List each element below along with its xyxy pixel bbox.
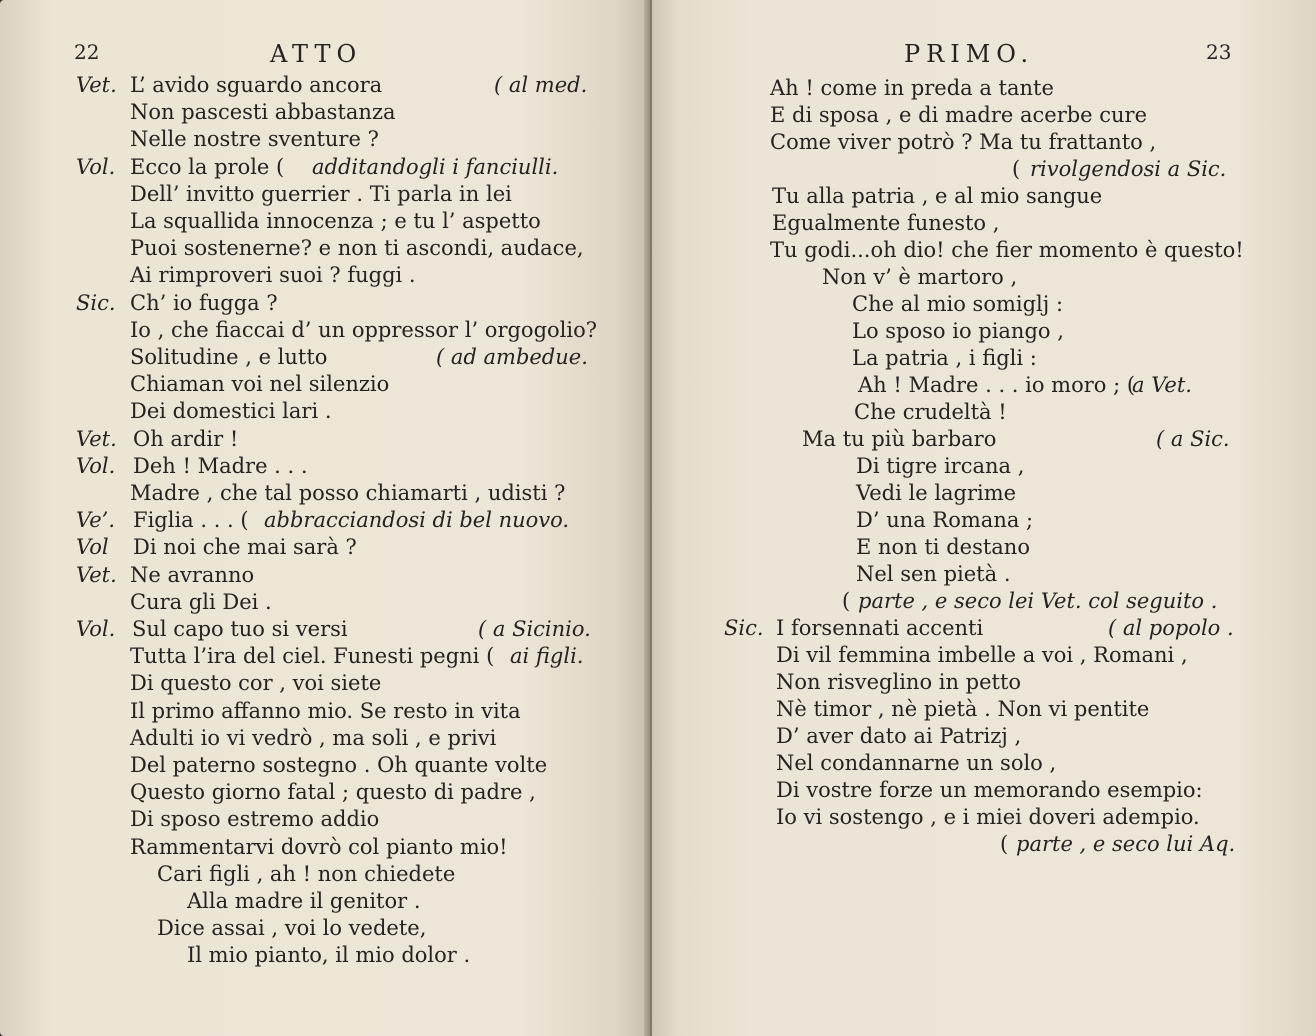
speaker-label: Vet.: [76, 73, 117, 97]
verse-line: Tu godi...oh dio! che fier momento è questo!: [770, 238, 1244, 262]
verse-line: Vedi le lagrime: [856, 481, 1017, 505]
speaker-label: Vol.: [76, 154, 116, 179]
verse-line: Nel condannarne un solo ,: [776, 751, 1057, 775]
running-head: PRIMO.: [904, 40, 1035, 68]
verse-line: Sul capo tuo si versi: [132, 617, 348, 641]
verse-line: Che al mio somiglj :: [852, 292, 1064, 316]
verse-line: L’ avido sguardo ancora: [130, 73, 383, 97]
stage-direction: ( a Sicinio.: [478, 617, 591, 641]
running-head: ATTO: [270, 40, 363, 68]
verse-line: Nel sen pietà .: [856, 562, 1011, 586]
stage-direction: abbracciandosi di bel nuovo.: [264, 508, 570, 533]
right-page: [652, 0, 1316, 1036]
verse-line: La squallida innocenza ; e tu l’ aspetto: [130, 209, 541, 233]
verse-line: Chiaman voi nel silenzio: [130, 372, 390, 397]
verse-line: Egualmente funesto ,: [772, 211, 1000, 235]
verse-line: Il mio pianto, il mio dolor .: [187, 943, 471, 968]
verse-line: Ne avranno: [130, 562, 255, 587]
verse-line: E non ti destano: [856, 535, 1030, 559]
verse-line: Nè timor , nè pietà . Non vi pentite: [776, 697, 1150, 721]
verse-line: Cari figli , ah ! non chiedete: [157, 861, 456, 886]
verse-line: Puoi sostenerne? e non ti ascondi, audace,: [130, 236, 584, 261]
verse-line: (: [1012, 157, 1021, 181]
stage-direction: additandogli i fanciulli.: [312, 154, 559, 179]
verse-line: (: [842, 589, 851, 613]
left-page: [0, 0, 650, 1036]
stage-direction: ai figli.: [510, 644, 584, 669]
speaker-label: Sic.: [724, 616, 764, 640]
speaker-label: Vol.: [76, 617, 116, 641]
verse-line: Non v’ è martoro ,: [822, 265, 1018, 289]
verse-line: La patria , i figli :: [852, 346, 1037, 370]
verse-line: I forsennati accenti: [776, 616, 984, 640]
verse-line: Di noi che mai sarà ?: [133, 535, 357, 560]
verse-line: Solitudine , e lutto: [130, 345, 328, 369]
verse-line: Lo sposo io piango ,: [852, 319, 1064, 343]
stage-direction: parte , e seco lui Aq.: [1016, 832, 1236, 856]
verse-line: Ecco la prole (: [130, 154, 285, 179]
verse-line: D’ una Romana ;: [856, 508, 1034, 532]
verse-line: Tutta l’ira del ciel. Funesti pegni (: [130, 644, 495, 669]
verse-line: Oh ardir !: [133, 426, 239, 451]
verse-line: Alla madre il genitor .: [187, 889, 421, 913]
speaker-label: Ve’.: [76, 508, 116, 533]
verse-line: Nelle nostre sventure ?: [130, 127, 379, 152]
speaker-label: Vol.: [76, 453, 116, 478]
verse-line: Di tigre ircana ,: [856, 454, 1025, 478]
verse-line: Del paterno sostegno . Oh quante volte: [130, 753, 548, 777]
verse-line: Che crudeltà !: [854, 400, 1007, 424]
verse-line: Di vostre forze un memorando esempio:: [776, 778, 1203, 802]
verse-line: Ma tu più barbaro: [802, 427, 997, 451]
verse-line: Dice assai , voi lo vedete,: [157, 916, 427, 941]
verse-line: Cura gli Dei .: [130, 589, 272, 614]
verse-line: Di sposo estremo addio: [130, 807, 380, 832]
verse-line: Ch’ io fugga ?: [130, 290, 278, 315]
verse-line: Dei domestici lari .: [130, 399, 332, 424]
verse-line: Ai rimproveri suoi ? fuggi .: [130, 263, 416, 288]
page-number: 22: [74, 40, 100, 64]
verse-line: Dell’ invitto guerrier . Ti parla in lei: [130, 181, 512, 206]
verse-line: Io vi sostengo , e i miei doveri adempio.: [776, 805, 1200, 829]
verse-line: (: [1000, 832, 1009, 856]
stage-direction: parte , e seco lei Vet. col seguito .: [858, 589, 1218, 613]
verse-line: Di vil femmina imbelle a voi , Romani ,: [776, 643, 1188, 667]
speaker-label: Sic.: [76, 290, 116, 315]
verse-line: Come viver potrò ? Ma tu frattanto ,: [770, 130, 1157, 154]
verse-line: Tu alla patria , e al mio sangue: [772, 184, 1103, 208]
stage-direction: ( al popolo .: [1108, 616, 1234, 640]
verse-line: Deh ! Madre . . .: [133, 453, 308, 478]
stage-direction: ( ad ambedue.: [436, 345, 588, 369]
verse-line: Io , che fiaccai d’ un oppressor l’ orgogolio?: [130, 317, 597, 342]
stage-direction: rivolgendosi a Sic.: [1030, 157, 1227, 181]
speaker-label: Vet.: [76, 426, 117, 451]
verse-line: D’ aver dato ai Patrizj ,: [776, 724, 1022, 748]
page-number: 23: [1206, 40, 1232, 64]
verse-line: Adulti io vi vedrò , ma soli , e privi: [130, 725, 497, 750]
verse-line: Ah ! come in preda a tante: [770, 76, 1054, 100]
verse-line: Questo giorno fatal ; questo di padre ,: [130, 780, 536, 805]
verse-line: Di questo cor , voi siete: [130, 671, 382, 696]
verse-line: Il primo affanno mio. Se resto in vita: [130, 698, 521, 723]
verse-line: Ah ! Madre . . . io moro ; (: [858, 373, 1136, 397]
speaker-label: Vet.: [76, 562, 117, 587]
verse-line: E di sposa , e di madre acerbe cure: [770, 103, 1148, 127]
verse-line: Non pascesti abbastanza: [130, 100, 396, 125]
stage-direction: ( al med.: [494, 73, 588, 97]
verse-line: Figlia . . . (: [133, 508, 249, 533]
stage-direction: a Vet.: [1132, 373, 1192, 397]
verse-line: Non risveglino in petto: [776, 670, 1022, 694]
speaker-label: Vol: [76, 535, 109, 560]
verse-line: Rammentarvi dovrò col pianto mio!: [130, 834, 508, 859]
stage-direction: ( a Sic.: [1156, 427, 1230, 451]
verse-line: Madre , che tal posso chiamarti , udisti ?: [130, 481, 566, 505]
